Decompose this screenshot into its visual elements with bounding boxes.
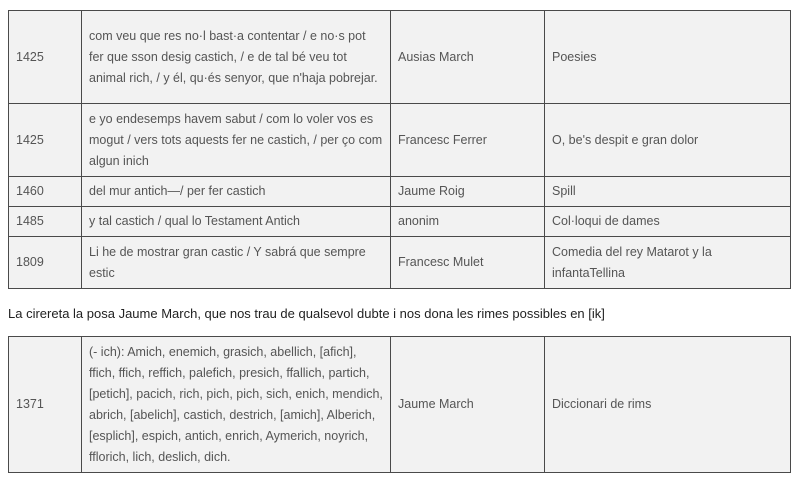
quote-cell: Li he de mostrar gran castic / Y sabrá que sempre estic bbox=[82, 237, 391, 289]
year-cell: 1809 bbox=[9, 237, 82, 289]
table-row bbox=[9, 177, 791, 207]
author-cell: anonim bbox=[391, 207, 545, 237]
rhyme-dictionary-table bbox=[8, 336, 791, 473]
author-cell: Francesc Ferrer bbox=[391, 104, 545, 177]
author-cell: Jaume March bbox=[391, 337, 545, 473]
author-cell: Jaume Roig bbox=[391, 177, 545, 207]
work-cell: Diccionari de rims bbox=[545, 337, 791, 473]
work-cell: Comedia del rey Matarot y la infantaTellina bbox=[545, 237, 791, 289]
work-cell: Col·loqui de dames bbox=[545, 207, 791, 237]
year-cell: 1485 bbox=[9, 207, 82, 237]
quote-cell: (- ich): Amich, enemich, grasich, abellich, [afich], ffich, ffich, reffich, palefich, presich, ffallich, partich, [petich], pacich, rich, pich, pich, sich, enich, mendich, abrich, [abelich], castich, destrich, [amich], Alberich, [esplich], espich, antich, enrich, Aymerich, noyrich, fflorich, lich, deslich, dich. bbox=[82, 337, 391, 473]
work-cell: Spill bbox=[545, 177, 791, 207]
quote-cell: com veu que res no·l bast·a contentar / e no·s pot fer que sson desig castich, / e de tal bé veu tot animal rich, / y él, qu·és senyor, que n'haja pobrejar. bbox=[82, 11, 391, 104]
quote-cell: e yo endesemps havem sabut / com lo voler vos es mogut / vers tots aquests fer ne castich, / per ço com algun inich bbox=[82, 104, 391, 177]
year-cell: 1425 bbox=[9, 104, 82, 177]
author-cell: Ausias March bbox=[391, 11, 545, 104]
work-cell: Poesies bbox=[545, 11, 791, 104]
author-cell: Francesc Mulet bbox=[391, 237, 545, 289]
year-cell: 1371 bbox=[9, 337, 82, 473]
year-cell: 1425 bbox=[9, 11, 82, 104]
quote-cell: y tal castich / qual lo Testament Antich bbox=[82, 207, 391, 237]
table-row bbox=[9, 104, 791, 177]
table-row bbox=[9, 207, 791, 237]
table-row bbox=[9, 237, 791, 289]
body-paragraph: La cirereta la posa Jaume March, que nos trau de qualsevol dubte i nos dona les rimes possibles en [ik] bbox=[8, 306, 605, 321]
quote-cell: del mur antich—/ per fer castich bbox=[82, 177, 391, 207]
work-cell: O, be's despit e gran dolor bbox=[545, 104, 791, 177]
citations-table bbox=[8, 10, 791, 289]
table-row bbox=[9, 337, 791, 473]
year-cell: 1460 bbox=[9, 177, 82, 207]
table-row bbox=[9, 11, 791, 104]
